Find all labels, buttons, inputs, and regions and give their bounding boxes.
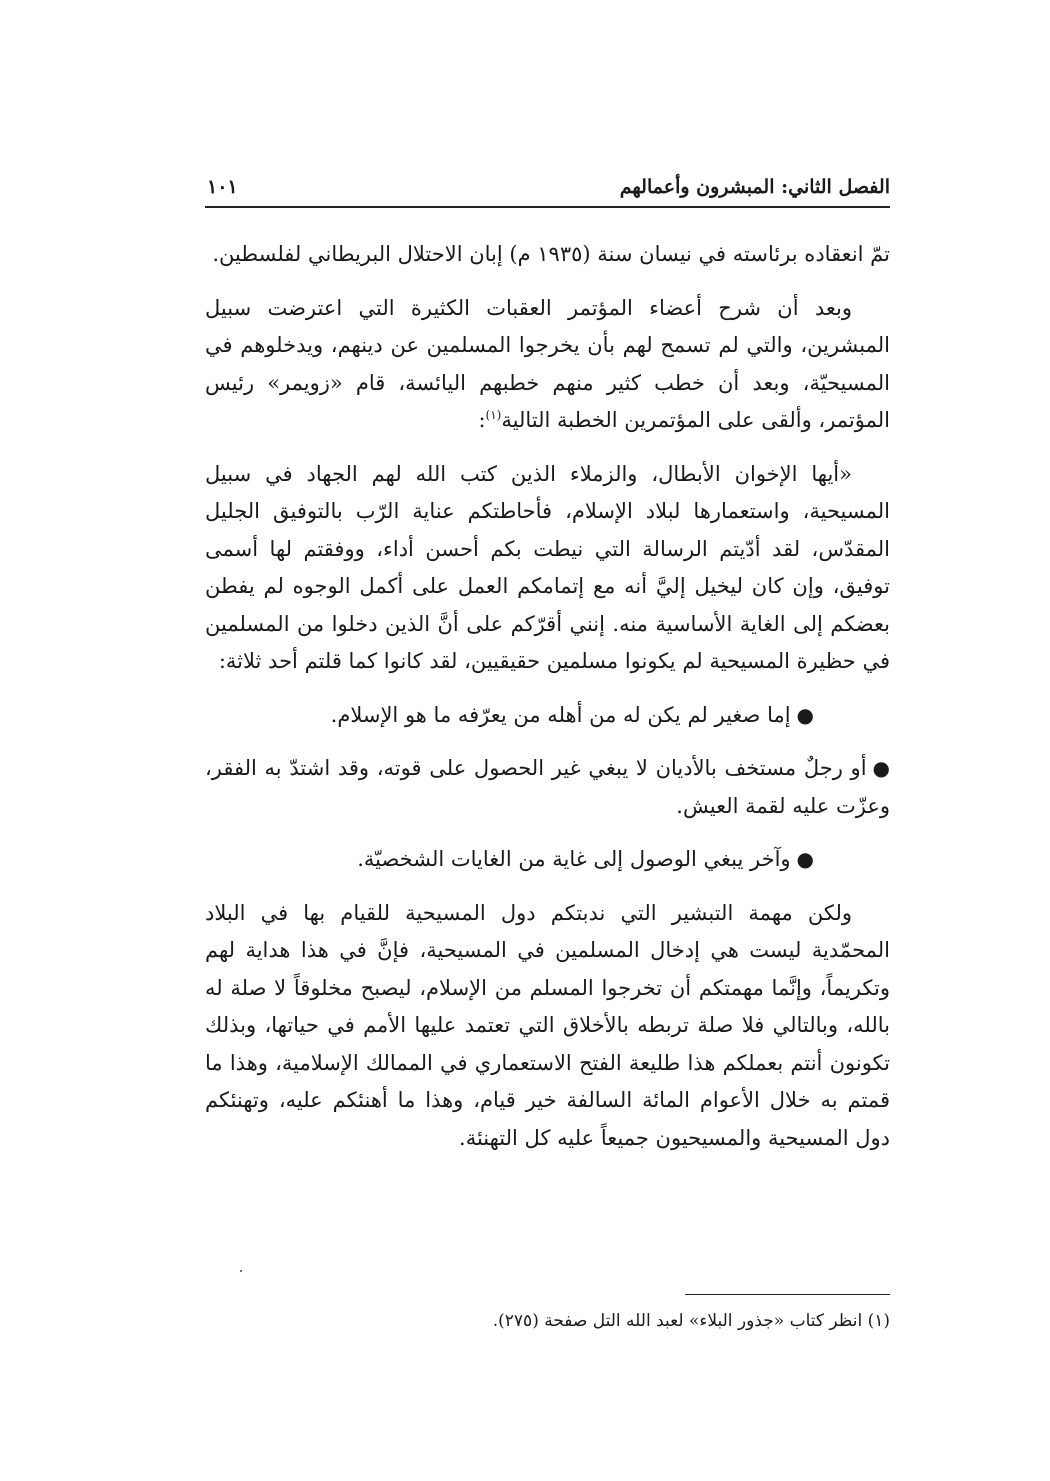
bullet-icon: ● xyxy=(796,847,814,871)
header-rule xyxy=(205,206,890,208)
page-number: ١٠١ xyxy=(207,176,238,198)
paragraph-2-text: وبعد أن شرح أعضاء المؤتمر العقبات الكثيرة التي اعترضت سبيل المبشرين، والتي لم تسمح لهم بأن يخرجوا المسلمين عن دينهم، ويدخلوهم في المسيحيّة، وبعد أن خطب كثير منهم خطبهم اليائسة، قام «زويمر» رئيس المؤتمر، وألقى على المؤتمرين الخطبة التالية xyxy=(205,295,890,432)
paragraph-4: ولكن مهمة التبشير التي ندبتكم دول المسيحية للقيام بها في البلاد المحمّدية ليست هي إدخال المسلمين في المسيحية، فإنَّ في هذا هداية لهم وتكريماً، وإنَّما مهمتكم أن تخرجوا المسلم من الإسلام، ليصبح مخلوقاً لا صلة له بالله، وبالتالي فلا صلة تربطه بالأخلاق التي تعتمد عليها الأمم في حياتها، وبذلك تكونون أنتم بعملكم هذا طليعة الفتح الاستعماري في الممالك الإسلامية، وهذا ما قمتم به خلال الأعوام المائة السالفة خير قيام، وهذا ما أهنئكم عليه، وتهنئكم دول المسيحية والمسيحيون جميعاً عليه كل التهنئة. xyxy=(205,900,890,1150)
footnote-reference: (١) xyxy=(485,408,502,422)
bullet-2-text: أو رجلٌ مستخف بالأديان لا يبغي غير الحصول على قوته، وقد اشتدّ به الفقر، وعزّت عليه لقمة العيش. xyxy=(205,756,890,818)
paragraph-1: تمّ انعقاده برئاسته في نيسان سنة (١٩٣٥ م) إبان الاحتلال البريطاني لفلسطين. xyxy=(212,242,890,266)
bullet-item-2 xyxy=(205,750,890,825)
paragraph-3-quote: «أيها الإخوان الأبطال، والزملاء الذين كتب الله لهم الجهاد في سبيل المسيحية، واستعمارها لبلاد الإسلام، فأحاطتكم عناية الرّب بالتوفيق الجليل المقدّس، لقد أدّيتم الرسالة التي نيطت بكم أحسن أداء، ووفقتم لها أسمى توفيق، وإن كان ليخيل إليَّ أنه مع إتمامكم العمل على أكمل الوجوه لم يفطن بعضكم إلى الغاية الأساسية منه. إنني أقرّكم على أنَّ الذين دخلوا من المسلمين في حظيرة المسيحية لم يكونوا مسلمين حقيقيين، لقد كانوا كما قلتم أحد ثلاثة: xyxy=(205,461,890,673)
print-speck xyxy=(240,1270,242,1272)
footnote: (١) انظر كتاب «جذور البلاء» لعبد الله التل صفحة (٢٧٥). xyxy=(492,1311,890,1331)
footnote-rule xyxy=(685,1294,890,1295)
bullet-icon: ● xyxy=(796,702,814,727)
bullet-3-text: وآخر يبغي الوصول إلى غاية من الغايات الشخصيّة. xyxy=(357,847,791,871)
bullet-icon: ● xyxy=(872,756,890,780)
chapter-title: الفصل الثاني: المبشرون وأعمالهم xyxy=(619,176,890,198)
bullet-1-text: إما صغير لم يكن له من أهله من يعرّفه ما هو الإسلام. xyxy=(330,702,791,727)
bullet-item-1 xyxy=(205,697,890,735)
bullet-item-3 xyxy=(205,841,890,879)
main-text xyxy=(205,236,890,1173)
paragraph-2-colon: : xyxy=(478,408,486,432)
running-head xyxy=(205,172,890,206)
paragraph-2 xyxy=(205,290,890,440)
